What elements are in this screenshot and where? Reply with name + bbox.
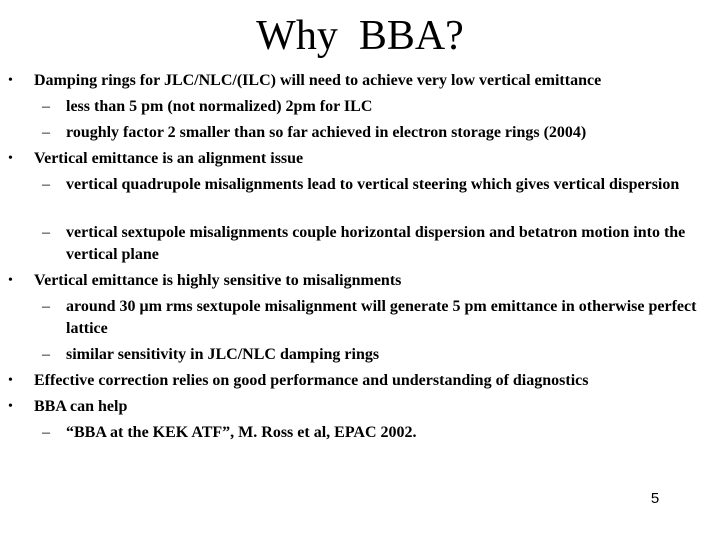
bullet-text: Vertical emittance is an alignment issue bbox=[34, 150, 304, 167]
sub-bullet-item bbox=[42, 422, 706, 444]
bullet-text: Vertical emittance is highly sensitive to misalignments bbox=[34, 272, 402, 289]
sub-bullet-text: similar sensitivity in JLC/NLC damping rings bbox=[66, 346, 380, 363]
sub-bullet-text: vertical quadrupole misalignments lead to vertical steering which gives vertical dispersion bbox=[66, 176, 680, 193]
dash-marker: – bbox=[42, 124, 50, 141]
bullet-text: Damping rings for JLC/NLC/(ILC) will need to achieve very low vertical emittance bbox=[34, 72, 602, 89]
slide-title: Why BBA? bbox=[256, 13, 464, 59]
bullet-marker: • bbox=[8, 151, 13, 166]
sub-bullet-text: around 30 μm rms sextupole misalignment will generate 5 pm emittance in otherwise perfect lattice bbox=[66, 298, 697, 337]
dash-marker: – bbox=[42, 98, 50, 115]
bullet-item bbox=[8, 370, 714, 392]
sub-bullet-item bbox=[42, 296, 706, 340]
bullet-marker: • bbox=[8, 73, 13, 88]
bullet-marker: • bbox=[8, 373, 13, 388]
bullet-text: BBA can help bbox=[34, 398, 128, 415]
bullet-marker: • bbox=[8, 273, 13, 288]
bullet-item bbox=[8, 270, 714, 292]
page-number: 5 bbox=[650, 490, 660, 507]
dash-marker: – bbox=[42, 298, 50, 315]
bullet-item bbox=[8, 148, 714, 170]
sub-bullet-item bbox=[42, 222, 706, 266]
bullet-text: Effective correction relies on good performance and understanding of diagnostics bbox=[34, 372, 589, 389]
sub-bullet-text: “BBA at the KEK ATF”, M. Ross et al, EPAC 2002. bbox=[66, 424, 417, 441]
dash-marker: – bbox=[42, 424, 50, 441]
dash-marker: – bbox=[42, 346, 50, 363]
bullet-marker: • bbox=[8, 399, 13, 414]
sub-bullet-text: vertical sextupole misalignments couple horizontal dispersion and betatron motion into the vertical plane bbox=[66, 224, 686, 263]
sub-bullet-item bbox=[42, 122, 706, 144]
bullet-item bbox=[8, 70, 714, 92]
sub-bullet-text: less than 5 pm (not normalized) 2pm for ILC bbox=[66, 98, 373, 115]
sub-bullet-item bbox=[42, 344, 706, 366]
sub-bullet-text: roughly factor 2 smaller than so far achieved in electron storage rings (2004) bbox=[66, 124, 587, 141]
dash-marker: – bbox=[42, 176, 50, 193]
dash-marker: – bbox=[42, 224, 50, 241]
sub-bullet-item bbox=[42, 96, 706, 118]
bullet-item bbox=[8, 396, 714, 418]
sub-bullet-item bbox=[42, 174, 706, 196]
